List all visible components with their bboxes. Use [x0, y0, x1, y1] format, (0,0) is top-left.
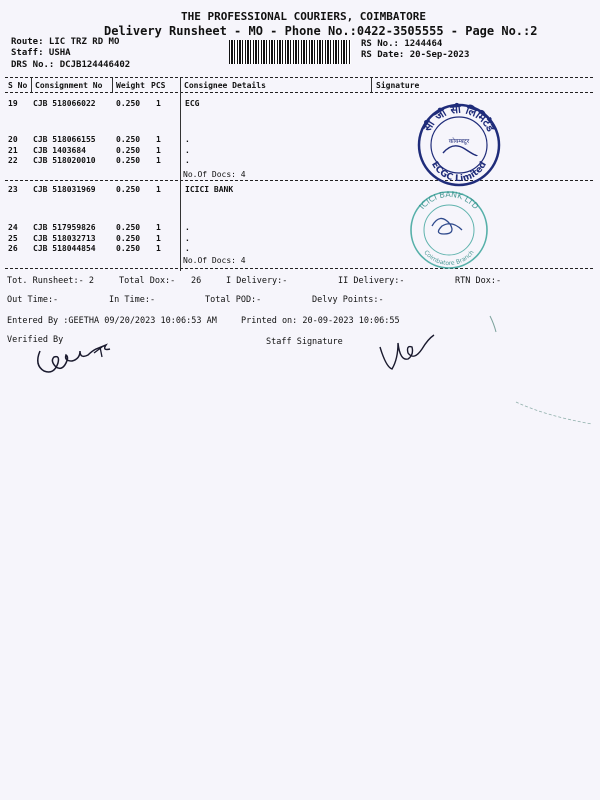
i-delivery: I Delivery:- [226, 276, 288, 286]
row-pcs: 1 [156, 135, 161, 144]
row-sno: 20 [8, 135, 18, 144]
ecgc-stamp-bottom-text: ECGC Limited [429, 160, 489, 185]
row-weight: 0.250 [116, 234, 141, 243]
row-consignment: CJB 518066022 [33, 99, 96, 108]
drs-number: DRS No.: DCJB124446402 [11, 60, 131, 70]
icici-stamp-icon [404, 188, 494, 270]
col-separator [31, 78, 32, 92]
route-label: Route: LIC TRZ RD MO [11, 37, 120, 47]
verified-by: Verified By [7, 335, 64, 345]
docs-count: No.Of Docs: 4 [183, 256, 246, 265]
row-details: . [185, 234, 190, 243]
printed-on: Printed on: 20-09-2023 10:06:55 [241, 316, 400, 326]
row-details: . [185, 135, 190, 144]
docs-count: No.Of Docs: 4 [183, 170, 246, 179]
col-separator [112, 78, 113, 92]
staff-label: Staff: USHA [11, 48, 71, 58]
row-pcs: 1 [156, 244, 161, 253]
row-weight: 0.250 [116, 185, 141, 194]
divider [5, 92, 593, 93]
ecgc-stamp-top-text: सी जी सी लिमिटेड [420, 102, 498, 134]
row-sno: 22 [8, 156, 18, 165]
row-consignment: CJB 518020010 [33, 156, 96, 165]
total-dox-value: 26 [191, 276, 202, 286]
row-details: . [185, 223, 190, 232]
row-sno: 26 [8, 244, 18, 253]
row-consignment: CJB 518066155 [33, 135, 96, 144]
row-pcs: 1 [156, 223, 161, 232]
in-time: In Time:- [109, 295, 156, 305]
row-details: . [185, 146, 190, 155]
row-consignment: CJB 518032713 [33, 234, 96, 243]
faint-mark-icon [486, 312, 596, 432]
total-pod: Total POD:- [205, 295, 262, 305]
svg-text:ICICI BANK LTD [418, 190, 481, 211]
col-sno: S No [8, 81, 28, 90]
row-weight: 0.250 [116, 223, 141, 232]
row-pcs: 1 [156, 234, 161, 243]
row-details: . [185, 244, 190, 253]
company-title: THE PROFESSIONAL COURIERS, COIMBATORE [181, 10, 427, 23]
row-weight: 0.250 [116, 135, 141, 144]
entered-by: Entered By :GEETHA 09/20/2023 10:06:53 AM [7, 316, 217, 326]
row-pcs: 1 [156, 146, 161, 155]
row-sno: 21 [8, 146, 18, 155]
row-weight: 0.250 [116, 244, 141, 253]
row-details: ECG [185, 99, 200, 108]
delvy-points: Delvy Points:- [312, 295, 384, 305]
col-consignment: Consignment No [35, 81, 103, 90]
col-separator [371, 78, 372, 92]
icici-stamp-top-text: ICICI BANK LTD [417, 189, 481, 212]
row-sno: 19 [8, 99, 18, 108]
rtn-dox: RTN Dox:- [455, 276, 502, 286]
ecgc-stamp-inner-text: कोयम्बटूर [448, 138, 470, 145]
row-weight: 0.250 [116, 99, 141, 108]
row-weight: 0.250 [116, 146, 141, 155]
staff-signature-icon [376, 333, 441, 373]
icici-stamp-bottom-text: Coimbatore Branch [422, 249, 476, 268]
row-details: . [185, 156, 190, 165]
row-weight: 0.250 [116, 156, 141, 165]
tot-runsheet: Tot. Runsheet:- 2 [7, 276, 94, 286]
row-sno: 23 [8, 185, 18, 194]
ecgc-stamp-icon [413, 99, 505, 187]
row-pcs: 1 [156, 156, 161, 165]
row-sno: 25 [8, 234, 18, 243]
verified-signature-icon [30, 343, 125, 378]
col-weight: Weight [116, 81, 145, 90]
col-pcs: PCS [151, 81, 166, 90]
row-pcs: 1 [156, 185, 161, 194]
ii-delivery: II Delivery:- [338, 276, 405, 286]
staff-signature-label: Staff Signature [266, 337, 343, 347]
barcode [229, 40, 351, 64]
rs-number: RS No.: 1244464 [361, 39, 443, 49]
row-pcs: 1 [156, 99, 161, 108]
svg-text:सी जी सी लिमिटेड [419, 102, 497, 135]
row-consignment: CJB 518031969 [33, 185, 96, 194]
svg-text:Coimbatore Branch [422, 249, 475, 267]
col-consignee: Consignee Details [184, 81, 266, 90]
out-time: Out Time:- [7, 295, 59, 305]
total-dox-label: Total Dox:- [119, 276, 176, 286]
divider [5, 77, 593, 78]
col-signature: Signature [376, 81, 420, 90]
row-consignment: CJB 518044854 [33, 244, 96, 253]
col-separator [180, 78, 181, 271]
row-consignment: CJB 517959826 [33, 223, 96, 232]
row-consignment: CJB 1403684 [33, 146, 86, 155]
row-sno: 24 [8, 223, 18, 232]
rs-date: RS Date: 20-Sep-2023 [361, 50, 470, 60]
divider [5, 268, 593, 269]
runsheet-subtitle: Delivery Runsheet - MO - Phone No.:0422-3505555 - Page No.:2 [104, 24, 538, 38]
row-details: ICICI BANK [185, 185, 234, 194]
